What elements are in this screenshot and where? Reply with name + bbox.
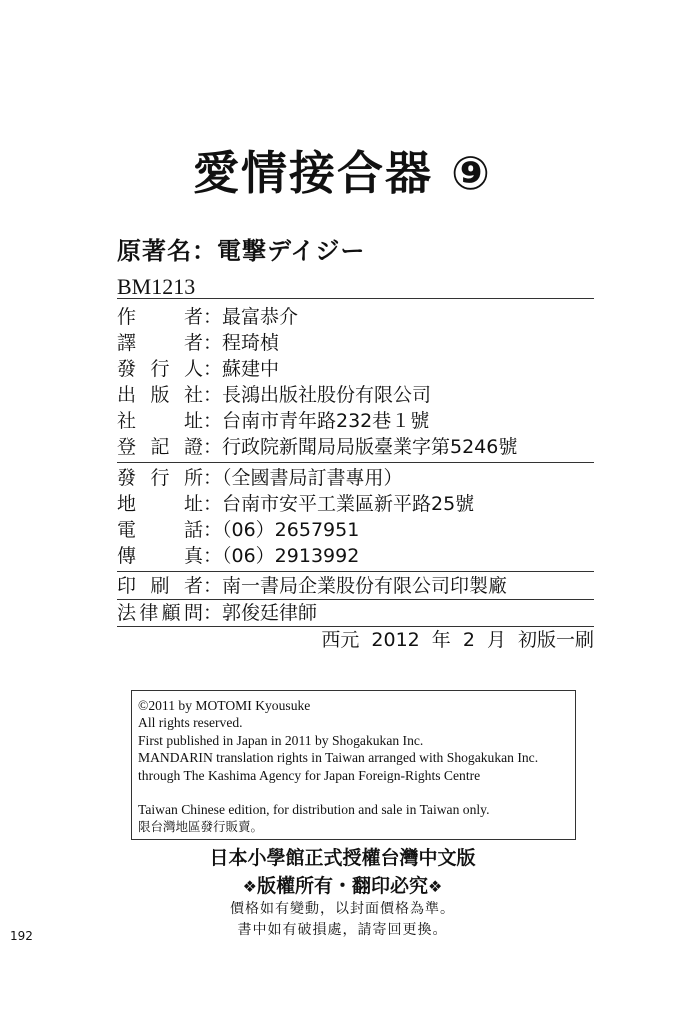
credit-label: 發行所 — [117, 467, 203, 489]
credit-label: 法律顧問 — [117, 602, 203, 624]
credit-label: 印刷者 — [117, 575, 203, 597]
price-note: 價格如有變動，以封面價格為準。 — [230, 901, 455, 917]
credit-value: ：最富恭介 — [203, 306, 299, 328]
credit-translator — [117, 331, 279, 355]
book-title: 愛情接合器 ⑨ — [193, 146, 492, 200]
divider-middle — [117, 462, 594, 463]
credit-printer — [117, 574, 507, 598]
credit-value: ：（全國書局訂書專用） — [203, 467, 403, 489]
credit-label: 譯者 — [117, 332, 203, 354]
copyright-line: through The Kashima Agency for Japan Foreign-Rights Centre — [138, 767, 481, 783]
credit-label: 電話 — [117, 519, 203, 541]
credit-value: ：（06）2657951 — [203, 519, 360, 541]
divider-bottom — [117, 626, 594, 627]
credit-label: 傳真 — [117, 545, 203, 567]
rights-reserved — [0, 873, 685, 900]
credit-label: 地址 — [117, 493, 203, 515]
diamond-ornament-icon: ❖ — [428, 877, 443, 896]
edition-date: 西元 2012 年 2 月 初版一刷 — [321, 629, 594, 651]
credit-label: 社址 — [117, 410, 203, 432]
book-code: BM1213 — [117, 274, 196, 299]
credit-label: 出版社 — [117, 384, 203, 406]
credit-author — [117, 305, 298, 329]
credit-value: ：台南市青年路232巷１號 — [203, 410, 430, 432]
copyright-line: First published in Japan in 2011 by Shogakukan Inc. — [138, 732, 424, 748]
copyright-line: ©2011 by MOTOMI Kyousuke — [138, 698, 311, 713]
credit-value: ：郭俊廷律師 — [203, 602, 318, 624]
damage-note: 書中如有破損處，請寄回更換。 — [237, 922, 448, 938]
divider-top — [117, 298, 594, 299]
rights-reserved-text: 版權所有・翻印必究 — [256, 875, 428, 897]
credit-value: ：程琦楨 — [203, 332, 280, 354]
credit-address — [117, 409, 429, 433]
original-title: 原著名：電撃デイジー — [117, 237, 366, 265]
credit-registration — [117, 435, 517, 459]
credit-label: 發行人 — [117, 358, 203, 380]
page-number: 192 — [10, 929, 33, 943]
copyright-line: MANDARIN translation rights in Taiwan arranged with Shogakukan Inc. — [138, 750, 539, 766]
credit-phone — [117, 518, 359, 542]
credit-publisher-person — [117, 357, 279, 381]
credit-value: ：南一書局企業股份有限公司印製廠 — [203, 575, 508, 597]
distribution-note-zh: 限台灣地區發行販賣。 — [138, 819, 264, 835]
authorization-statement: 日本小學館正式授權台灣中文版 — [209, 847, 476, 869]
credit-value: ：（06）2913992 — [203, 545, 360, 567]
divider-lawyer — [117, 599, 594, 600]
diamond-ornament-icon: ❖ — [242, 877, 257, 896]
credit-label: 作者 — [117, 306, 203, 328]
credit-publisher — [117, 383, 431, 407]
copyright-box — [131, 690, 576, 840]
copyright-line: All rights reserved. — [138, 715, 243, 731]
credit-distributor — [117, 466, 403, 490]
credit-value: ：台南市安平工業區新平路25號 — [203, 493, 475, 515]
credit-label: 登記證 — [117, 436, 203, 458]
credit-fax — [117, 544, 359, 568]
credit-value: ：長鴻出版社股份有限公司 — [203, 384, 432, 406]
credit-distributor-address — [117, 492, 474, 516]
distribution-note: Taiwan Chinese edition, for distribution and sale in Taiwan only. — [138, 802, 490, 818]
spacer — [138, 784, 575, 801]
credit-lawyer — [117, 601, 317, 625]
credit-value: ：行政院新聞局局版臺業字第5246號 — [203, 436, 518, 458]
divider-printer — [117, 571, 594, 572]
credit-value: ：蘇建中 — [203, 358, 280, 380]
